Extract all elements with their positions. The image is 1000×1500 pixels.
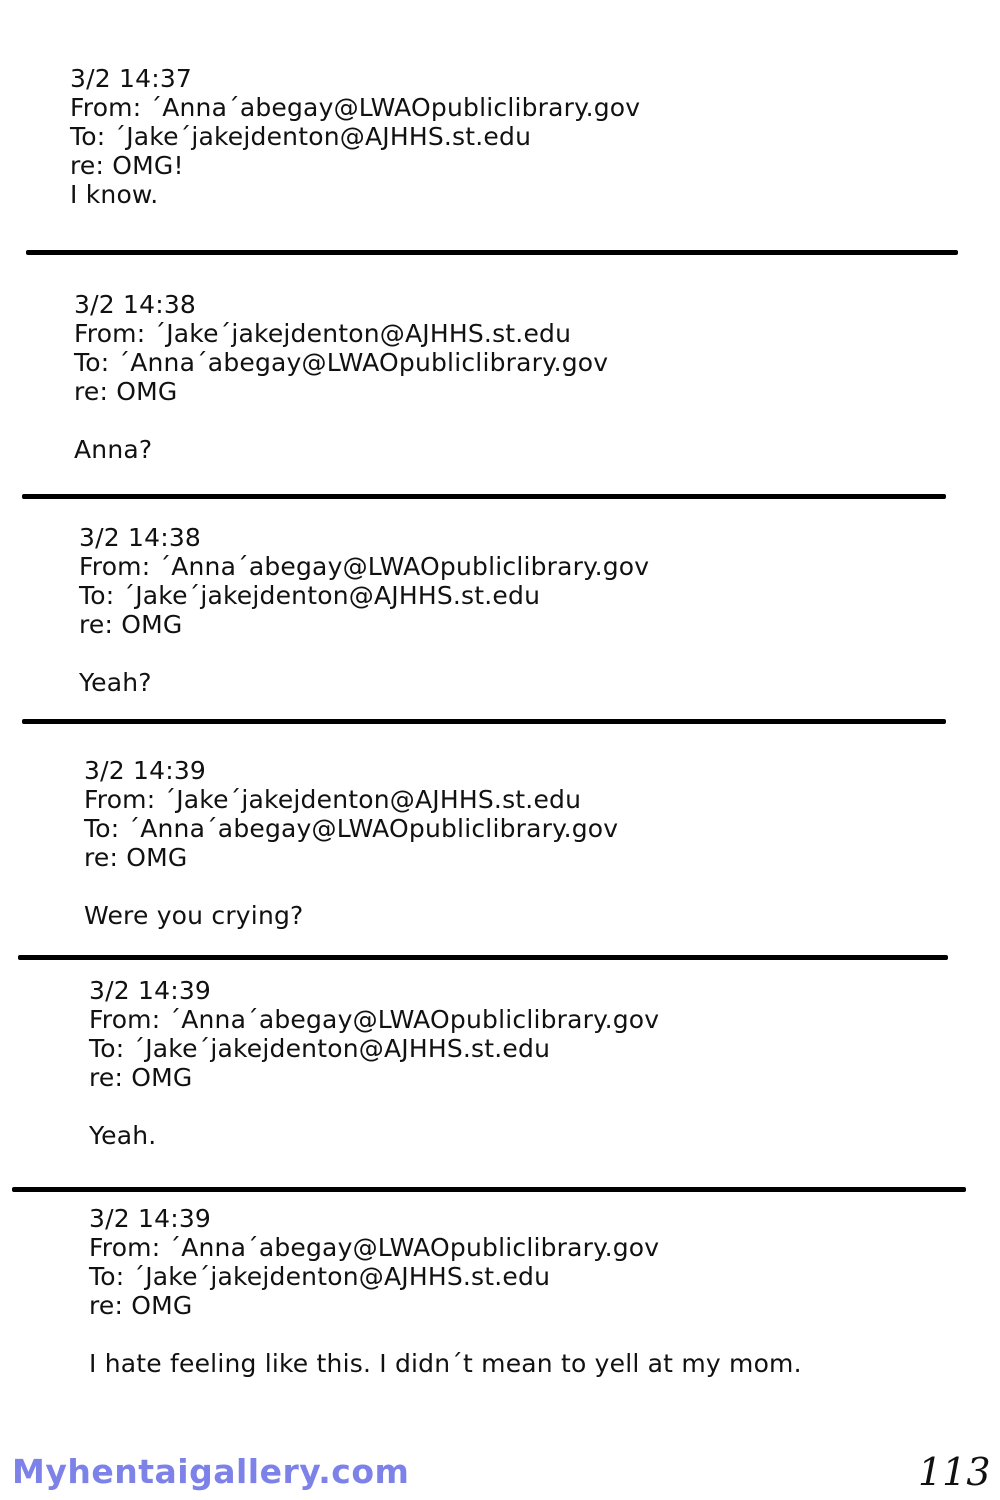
- message-subject: re: OMG: [89, 1063, 193, 1092]
- email-message: [79, 523, 649, 697]
- email-message: [74, 290, 608, 464]
- message-subject: re: OMG: [89, 1291, 193, 1320]
- message-timestamp: 3/2 14:39: [89, 976, 212, 1005]
- message-body: Yeah.: [89, 1121, 157, 1150]
- message-body: I hate feeling like this. I didn´t mean to yell at my mom.: [89, 1349, 802, 1378]
- message-from: From: ´Anna´abegay@LWAOpubliclibrary.gov: [79, 552, 650, 581]
- message-from: From: ´Jake´jakejdenton@AJHHS.st.edu: [84, 785, 582, 814]
- message-body: I know.: [70, 180, 159, 209]
- message-to: To: ´Jake´jakejdenton@AJHHS.st.edu: [79, 581, 541, 610]
- message-to: To: ´Jake´jakejdenton@AJHHS.st.edu: [70, 122, 532, 151]
- page-number: 113: [918, 1450, 991, 1494]
- watermark: Myhentaigallery.com: [12, 1452, 410, 1491]
- message-subject: re: OMG: [84, 843, 188, 872]
- message-divider: [18, 955, 948, 960]
- message-divider: [26, 250, 958, 255]
- message-from: From: ´Jake´jakejdenton@AJHHS.st.edu: [74, 319, 572, 348]
- message-body: Anna?: [74, 435, 153, 464]
- message-from: From: ´Anna´abegay@LWAOpubliclibrary.gov: [70, 93, 641, 122]
- message-divider: [22, 494, 946, 499]
- email-message: [89, 1204, 802, 1378]
- message-timestamp: 3/2 14:39: [84, 756, 207, 785]
- message-to: To: ´Anna´abegay@LWAOpubliclibrary.gov: [84, 814, 619, 843]
- message-body: Were you crying?: [84, 901, 304, 930]
- message-timestamp: 3/2 14:37: [70, 64, 193, 93]
- message-divider: [22, 719, 946, 724]
- message-from: From: ´Anna´abegay@LWAOpubliclibrary.gov: [89, 1005, 660, 1034]
- message-subject: re: OMG: [79, 610, 183, 639]
- message-timestamp: 3/2 14:38: [74, 290, 197, 319]
- message-to: To: ´Anna´abegay@LWAOpubliclibrary.gov: [74, 348, 609, 377]
- message-subject: re: OMG!: [70, 151, 184, 180]
- email-message: [70, 64, 640, 209]
- email-message: [89, 976, 659, 1150]
- message-divider: [12, 1187, 966, 1192]
- message-subject: re: OMG: [74, 377, 178, 406]
- message-timestamp: 3/2 14:38: [79, 523, 202, 552]
- message-to: To: ´Jake´jakejdenton@AJHHS.st.edu: [89, 1034, 551, 1063]
- message-from: From: ´Anna´abegay@LWAOpubliclibrary.gov: [89, 1233, 660, 1262]
- message-to: To: ´Jake´jakejdenton@AJHHS.st.edu: [89, 1262, 551, 1291]
- message-timestamp: 3/2 14:39: [89, 1204, 212, 1233]
- message-body: Yeah?: [79, 668, 152, 697]
- email-message: [84, 756, 618, 930]
